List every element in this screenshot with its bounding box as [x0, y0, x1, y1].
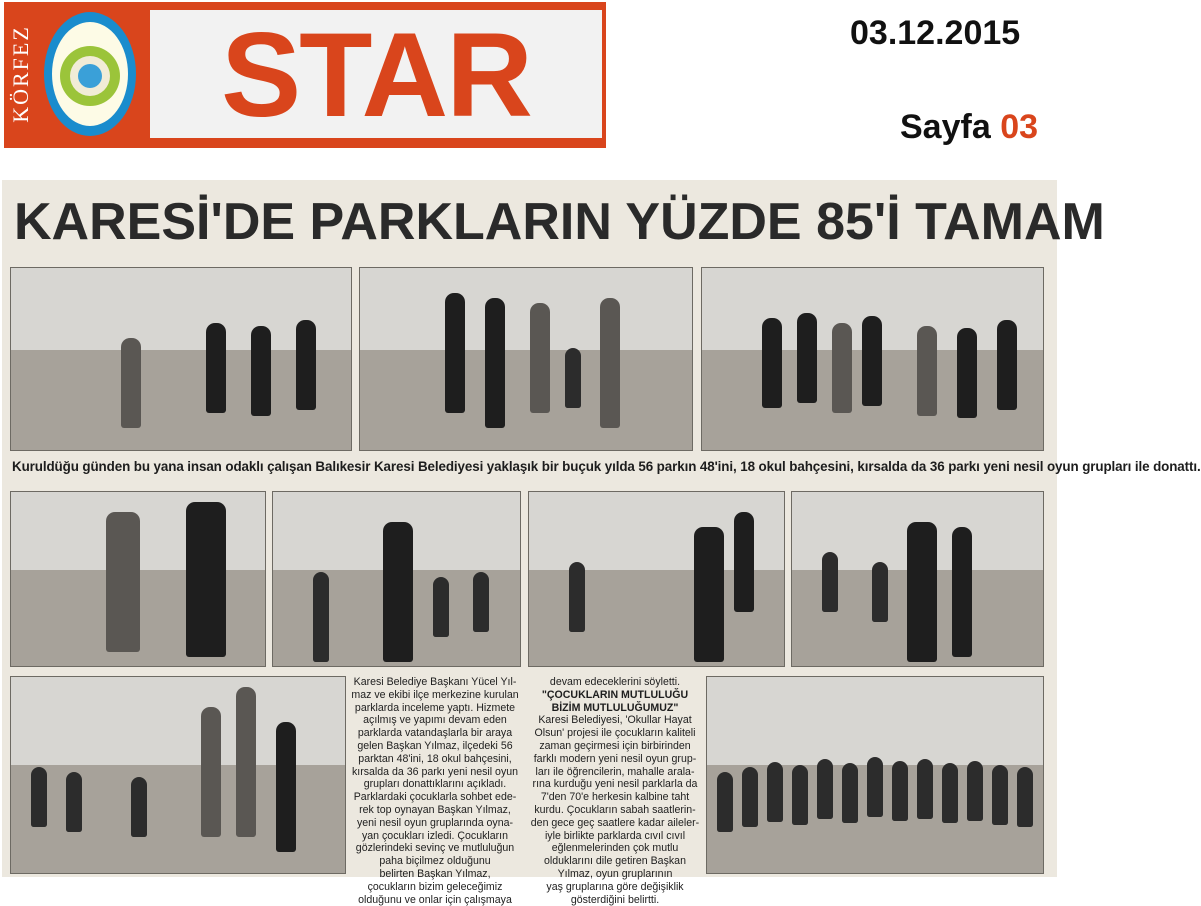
article-column-2 [527, 676, 703, 906]
photo-mayor-with-children [272, 491, 521, 667]
col2-line: Karesi Belediyesi, 'Okullar Hayat [538, 714, 692, 727]
col2-line: 7'den 70'e herkesin kalbine taht [540, 791, 690, 804]
page-number: 03 [1000, 108, 1039, 146]
masthead-side-label: KÖRFEZ [8, 25, 33, 123]
col2-line: kurdu. Çocukların sabah saatlerin- [534, 803, 696, 816]
col1-line: gelen Başkan Yılmaz, ilçedeki 56 [357, 739, 513, 752]
page-word: Sayfa [900, 108, 991, 146]
photo-workers [10, 267, 352, 451]
photo-caption: Kuruldüğu günden bu yana insan odaklı çalışan Balıkesir Karesi Belediyesi yaklaşık bir buçuk yılda 56 parkın 48'ini, 18 okul bahçesini, kırsalda da 36 parkı yeni nesil oyun grupları ile donattı. [12, 459, 1201, 474]
publication-date: 03.12.2015 [850, 14, 1021, 52]
col1-line: yeni nesil oyun gruplarında oyna- [356, 816, 514, 829]
col1-line: gözlerindeki sevinç ve mutluluğun [355, 842, 515, 855]
page-label [900, 108, 1038, 147]
col1-line: Karesi Belediye Başkanı Yücel Yıl- [353, 676, 517, 688]
subheading: "ÇOCUKLARIN MUTLULUĞU [541, 688, 689, 701]
col1-line: parklarda vatandaşlarla bir araya [357, 727, 513, 740]
photo-playground-swing [528, 491, 785, 667]
photo-group-children [706, 676, 1044, 874]
col1-line: grupları donattıklarını açıkladı. [363, 778, 507, 791]
col1-line: kırsalda da 36 parkı yeni nesil oyun [351, 765, 519, 778]
brand-name: STAR [221, 8, 531, 142]
photo-group-walking [701, 267, 1044, 451]
col1-line: parklarda inceleme yaptı. Hizmete [354, 701, 516, 714]
photo-children-playing [10, 676, 346, 874]
photo-mayor-greeting [10, 491, 266, 667]
col2-line: zaman geçirmesi için birbirinden [539, 739, 691, 752]
col2-line: Yılmaz, oyun gruplarının [557, 867, 673, 880]
photo-mayor-with-child [359, 267, 693, 451]
col1-line: yan çocukları izledi. Çocukların [361, 829, 509, 842]
photo-mayor-park [791, 491, 1044, 667]
col1-line: maz ve ekibi ilçe merkezine kurulan [351, 688, 519, 701]
headline: KARESİ'DE PARKLARIN YÜZDE 85'İ TAMAM [14, 193, 1105, 251]
col2-line: den gece geç saatlere kadar aileler- [530, 816, 700, 829]
col2-line: Olsun' projesi ile çocukların kaliteli [534, 727, 696, 740]
col2-line: eğlenmelerinden çok mutlu [551, 842, 679, 855]
col2-line: rına kurduğu yeni nesil parklarla da [532, 778, 698, 791]
col2-intro: devam edeceklerini söyletti. [549, 676, 681, 688]
col2-line: iyle birlikte parklarda cıvıl cıvıl [544, 829, 686, 842]
eye-logo [42, 10, 138, 138]
col1-line: rek top oynayan Başkan Yılmaz, [359, 803, 511, 816]
article-column-1 [346, 676, 524, 906]
col1-line: çocukların bizim geleceğimiz [367, 880, 503, 893]
col1-line: açılmış ve yapımı devam eden [363, 714, 507, 727]
col2-line: olduklarını dile getiren Başkan [544, 855, 686, 868]
subheading: BİZİM MUTLULUĞUMUZ" [551, 701, 679, 714]
col2-line: gösterdiğini belirtti. [570, 893, 660, 906]
col1-line: olduğunu ve onlar için çalışmaya [358, 893, 512, 906]
col1-line: belirten Başkan Yılmaz, [379, 867, 491, 880]
col2-line: yaş gruplarına göre değişiklik [546, 880, 684, 893]
col2-line: farklı modern yeni nesil oyun grup- [533, 752, 697, 765]
col1-line: paha biçilmez olduğunu [379, 855, 491, 868]
col2-line: ları ile öğrencilerin, mahalle arala- [535, 765, 695, 778]
col1-line: parktan 48'ini, 18 okul bahçesini, [358, 752, 512, 765]
col1-line: Parklardaki çocuklarla sohbet ede- [353, 791, 517, 804]
